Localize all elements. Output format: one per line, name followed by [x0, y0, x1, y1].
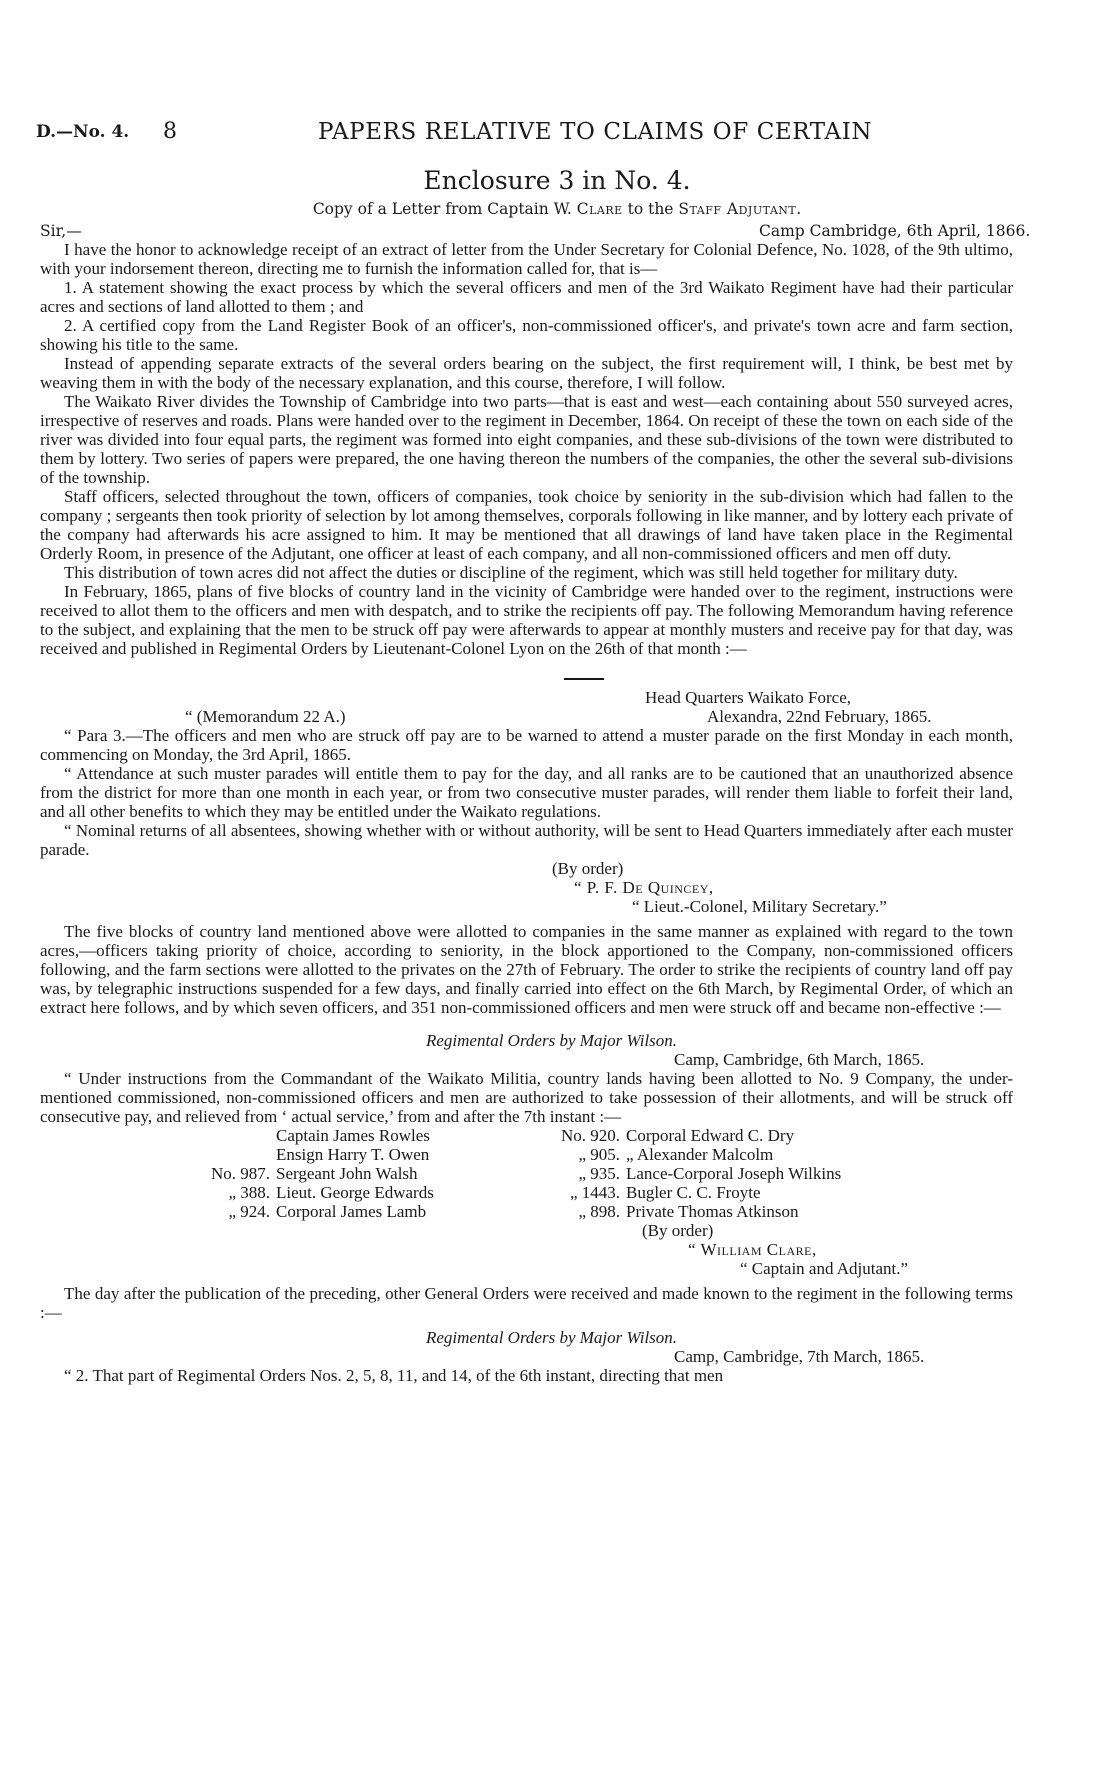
paragraph: Instead of appending separate extracts of the several orders bearing on the subject, the first requirement will, I think, be best met by weaving them in with the body of the necessary explanation, and this course, therefore, I will follow. — [40, 354, 1013, 392]
copy-line-staff: Staff Adjutant — [678, 200, 797, 218]
paragraph: 1. A statement showing the exact process by which the several officers and men of the 3rd Waikato Regiment have had their particular acres and sections of land allotted to them ; and — [40, 278, 1013, 316]
regimental-orders-text: “ 2. That part of Regimental Orders Nos. 2, 5, 8, 11, and 14, of the 6th instant, directing that men — [64, 1365, 724, 1385]
paragraph: In February, 1865, plans of five blocks of country land in the vicinity of Cambridge were handed over to the regiment, instructions were received to allot them to the officers and men with despatch, and to strike the recipients off pay. The following Memorandum having reference to the subject, and explaining that the men to be struck off pay were afterwards to appear at monthly musters and receive pay for that day, was received and published in Regimental Orders by Lieutenant-Colonel Lyon on the 26th of that month :— — [40, 582, 1013, 658]
roster-entry: Ensign Harry T. Owen — [276, 1144, 430, 1164]
paragraph: The day after the publication of the preceding, other General Orders were received and made known to the regiment in the following terms :— — [40, 1283, 1013, 1322]
memo-date: Alexandra, 22nd February, 1865. — [707, 706, 932, 726]
roster-entry: „ 905. „ Alexander Malcolm — [578, 1144, 774, 1164]
copy-line-suffix: . — [796, 200, 802, 218]
page-title: PAPERS RELATIVE TO CLAIMS OF CERTAIN — [318, 119, 873, 145]
roster-entry: Captain James Rowles — [276, 1125, 430, 1145]
paragraph: The five blocks of country land mentioned above were allotted to companies in the same manner as explained with regard to the town acres,—officers taking priority of choice, according to seniority, in the block apportioned to the Company, non-commissioned officers following, and the farm sections were allotted to the privates on the 27th of February. The order to strike the recipients of country land off pay was, by telegraphic instructions suspended for a few days, and finally carried into effect on the 6th March, by Regimental Order, of which an extract here follows, and by which seven officers, and 351 non-commissioned officers and men were struck off and became non-effective :— — [40, 921, 1013, 1017]
roster-entry: No. 987. Sergeant John Walsh — [210, 1163, 418, 1183]
orders-by-order: (By order) — [642, 1220, 714, 1240]
roster-entry: „ 924. Corporal James Lamb — [228, 1201, 427, 1221]
regimental-orders-date: Camp, Cambridge, 7th March, 1865. — [674, 1346, 925, 1366]
paragraph: Staff officers, selected throughout the town, officers of companies, took choice by seniority in the sub-division which had fallen to the company ; sergeants then took priority of selection by lot among themselves, corporals following in like manner, and by lottery each private of the company had afterwards his acre assigned to him. It may be mentioned that all drawings of land have taken place in the Regimental Orderly Room, in presence of the Adjutant, one officer at least of each company, and all non-commissioned officers and men off duty. — [40, 487, 1013, 563]
roster — [40, 1126, 1013, 1221]
section-divider — [564, 678, 604, 680]
paragraph: The Waikato River divides the Township of Cambridge into two parts—that is east and west—each containing about 550 surveyed acres, irrespective of reserves and roads. Plans were handed over to the regiment in December, 1864. On receipt of these the town on each side of the river was divided into four equal parts, the regiment was formed into eight companies, and these sub-divisions of the town were distributed to them by lottery. Two series of papers were prepared, the one having thereon the numbers of the companies, the other the several sub-divisions of the township. — [40, 392, 1013, 487]
orders-signature-name: “ William Clare, — [688, 1239, 817, 1259]
memo-label-row — [40, 707, 1013, 726]
roster-left-column — [210, 1126, 434, 1221]
roster-entry: „ 388. Lieut. George Edwards — [228, 1182, 434, 1202]
letter-body — [40, 240, 1013, 1385]
regimental-orders-title: Regimental Orders by Major Wilson. — [426, 1030, 678, 1050]
page-number: 8 — [163, 119, 177, 144]
regimental-orders-date: Camp, Cambridge, 6th March, 1865. — [674, 1049, 925, 1069]
memo-paragraph: “ Nominal returns of all absentees, showing whether with or without authority, will be sent to Head Quarters immediately after each muster parade. — [40, 820, 1013, 859]
regimental-orders-text: “ Under instructions from the Commandant of the Waikato Militia, country lands having been allotted to No. 9 Company, the under-mentioned commissioned, non-commissioned officers and men are authorized to take possession of their allotments, and will be struck off consecutive pay, and relieved from ‘ actual service,’ from and after the 7th instant :— — [40, 1068, 1013, 1126]
document-reference: D.—No. 4. — [36, 122, 130, 142]
roster-entry: „ 935. Lance-Corporal Joseph Wilkins — [578, 1163, 842, 1183]
memo-headquarters: Head Quarters Waikato Force, — [645, 687, 852, 707]
memo-signature-name: “ P. F. De Quincey, — [574, 877, 714, 897]
roster-right-column — [560, 1126, 841, 1221]
paragraph: I have the honor to acknowledge receipt of an extract of letter from the Under Secretary for Colonial Defence, No. 1028, of the 9th ultimo, with your indorsement thereon, directing me to furnish the information called for, that is— — [40, 240, 1013, 278]
memo-paragraph: “ Para 3.—The officers and men who are struck off pay are to be warned to attend a muster parade on the first Monday in each month, commencing on Monday, the 3rd April, 1865. — [40, 725, 1013, 764]
paragraph: 2. A certified copy from the Land Register Book of an officer's, non-commissioned officer's, and private's town acre and farm section, showing his title to the same. — [40, 316, 1013, 354]
memo-signature-title: “ Lieut.-Colonel, Military Secretary.” — [632, 896, 887, 916]
memo-label: “ (Memorandum 22 A.) — [185, 706, 346, 726]
orders-signature-title: “ Captain and Adjutant.” — [740, 1258, 909, 1278]
roster-entry: No. 920. Corporal Edward C. Dry — [560, 1125, 795, 1145]
copy-line-clare: Clare — [576, 200, 623, 218]
memo-by-order: (By order) — [552, 858, 624, 878]
enclosure-title: Enclosure 3 in No. 4. — [423, 166, 691, 195]
copy-line — [0, 200, 1114, 218]
regimental-orders-title: Regimental Orders by Major Wilson. — [426, 1327, 678, 1347]
paragraph: This distribution of town acres did not affect the duties or discipline of the regiment, which was still held together for military duty. — [64, 563, 958, 582]
letter-date: Camp Cambridge, 6th April, 1866. — [759, 222, 1031, 240]
copy-line-mid: to the — [622, 200, 679, 218]
copy-line-prefix: Copy of a Letter from Captain W. — [312, 200, 577, 218]
roster-entry: „ 898. Private Thomas Atkinson — [578, 1201, 799, 1221]
salutation: Sir,— — [40, 222, 82, 240]
memo-paragraph: “ Attendance at such muster parades will entitle them to pay for the day, and all ranks are to be cautioned that an unauthorized absence from the district for more than one month in each year, or from two consecutive muster parades, will render them liable to forfeit their land, and all other benefits to which they may be entitled under the Waikato regulations. — [40, 763, 1013, 821]
roster-entry: „ 1443. Bugler C. C. Froyte — [569, 1182, 761, 1202]
